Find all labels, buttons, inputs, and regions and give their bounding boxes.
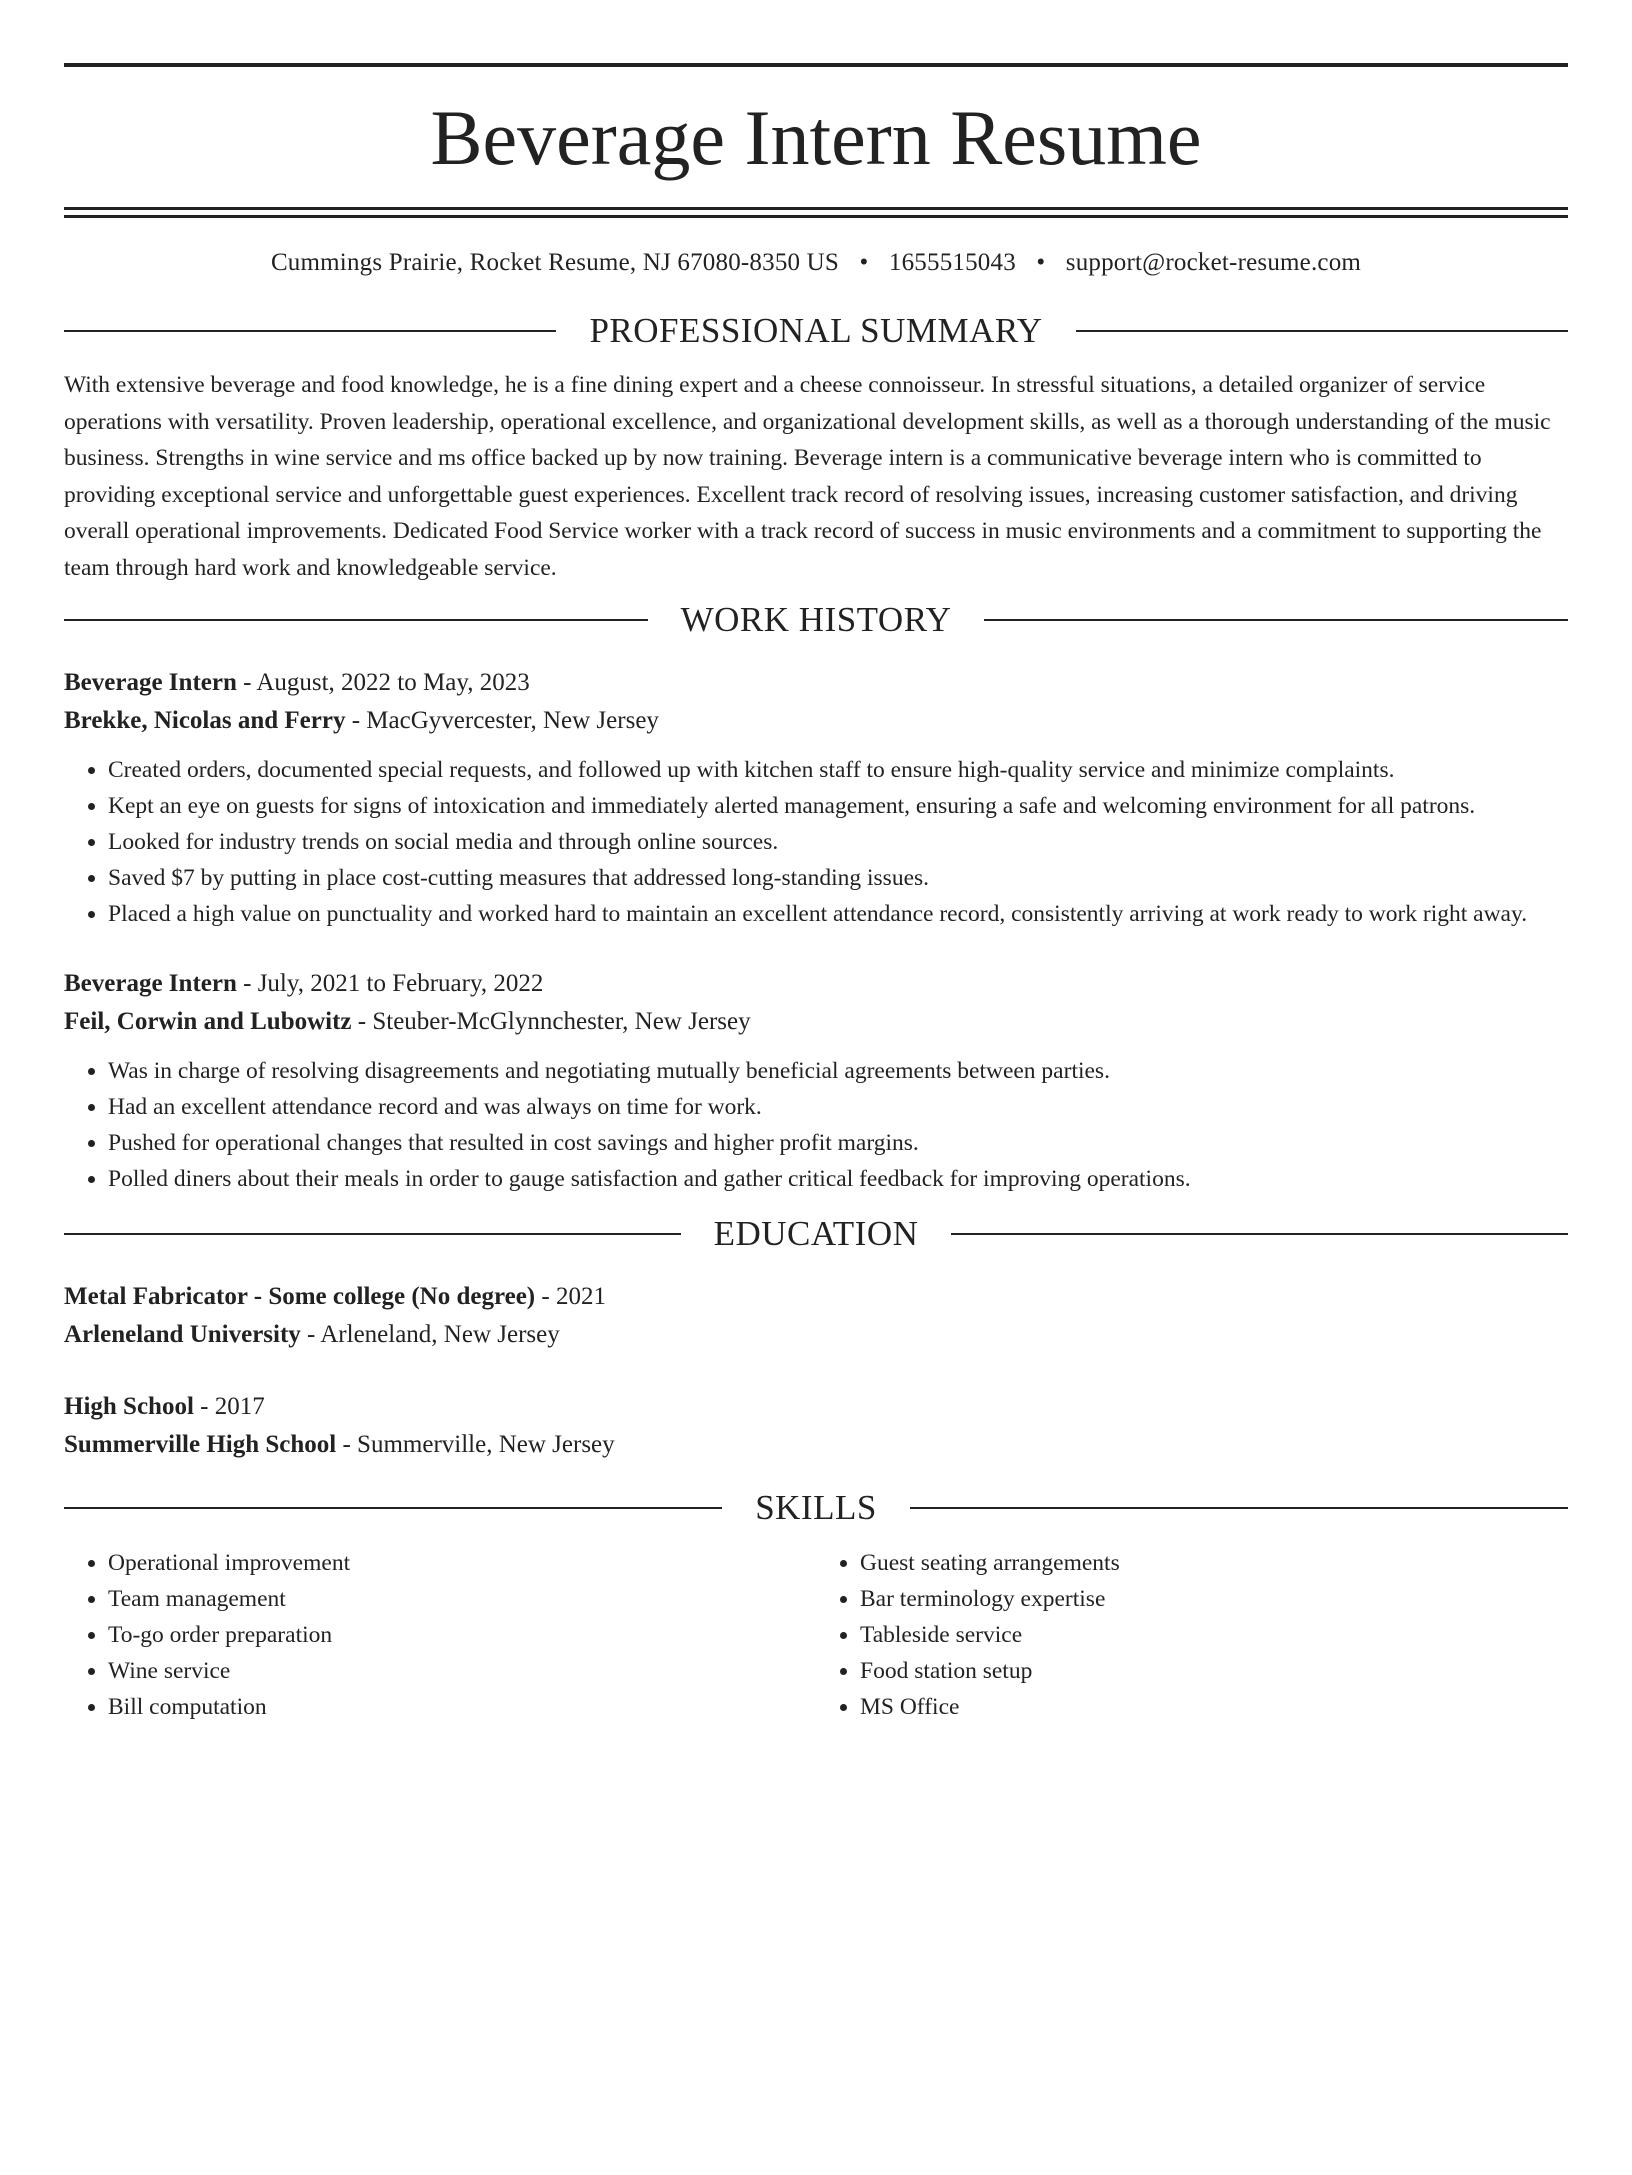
title-double-rule xyxy=(64,207,1568,218)
skills-grid xyxy=(64,1545,1568,1725)
summary-text: With extensive beverage and food knowledge, he is a fine dining expert and a cheese connoisseur. In stressful situations, a detailed organizer of service operations with versatility. Proven leadership, operational excellence, and organizational development skills, as well as a thorough understanding of the music business. Strengths in wine service and ms office backed up by now training. Beverage intern is a communicative beverage intern who is committed to providing exceptional service and unforgettable guest experiences. Excellent track record of resolving issues, increasing customer satisfaction, and driving overall operational improvements. Dedicated Food Service worker with a track record of success in music environments and a commitment to supporting the team through hard work and knowledgeable service. xyxy=(64,372,1551,581)
section-heading-summary xyxy=(64,310,1568,352)
skill-item: • Operational improvement xyxy=(108,1545,816,1581)
job-entry xyxy=(64,965,1568,1197)
section-title: WORK HISTORY xyxy=(680,600,952,639)
job-company-line xyxy=(64,702,1568,740)
job-dates: - July, 2021 to February, 2022 xyxy=(236,970,544,997)
section-title: PROFESSIONAL SUMMARY xyxy=(589,311,1043,350)
job-bullet: • Polled diners about their meals in order to gauge satisfaction and gather critical feedback for improving operations. xyxy=(108,1161,1568,1197)
education-degree-line xyxy=(64,1388,1568,1426)
education-degree: Metal Fabricator - Some college (No degree) xyxy=(64,1283,536,1310)
job-bullet-list xyxy=(64,752,1568,932)
job-bullet-list xyxy=(64,1053,1568,1197)
section-title: EDUCATION xyxy=(713,1214,919,1253)
job-location: - MacGyvercester, New Jersey xyxy=(345,707,659,734)
skill-item: • MS Office xyxy=(860,1689,1568,1725)
section-heading-education xyxy=(64,1213,1568,1255)
job-bullet: • Had an excellent attendance record and was always on time for work. xyxy=(108,1089,1568,1125)
heading-rule xyxy=(64,330,556,332)
job-bullet: • Pushed for operational changes that resulted in cost savings and higher profit margins. xyxy=(108,1125,1568,1161)
education-school-line xyxy=(64,1426,1568,1464)
section-title: SKILLS xyxy=(755,1488,877,1527)
education-location: - Arleneland, New Jersey xyxy=(300,1321,560,1348)
job-entry xyxy=(64,664,1568,932)
education-school-line xyxy=(64,1316,1568,1354)
education-degree: High School xyxy=(64,1393,194,1420)
job-company-line xyxy=(64,1003,1568,1041)
skill-item: • Bill computation xyxy=(108,1689,816,1725)
job-bullet: • Was in charge of resolving disagreements and negotiating mutually beneficial agreements between parties. xyxy=(108,1053,1568,1089)
page-title: Beverage Intern Resume xyxy=(430,94,1202,181)
education-entry xyxy=(64,1278,1568,1354)
skills-column-right xyxy=(816,1545,1568,1725)
education-year: - 2017 xyxy=(193,1393,265,1420)
skill-item: • Guest seating arrangements xyxy=(860,1545,1568,1581)
education-school: Summerville High School xyxy=(64,1431,337,1458)
job-title: Beverage Intern xyxy=(64,970,237,997)
job-dates: - August, 2022 to May, 2023 xyxy=(236,669,530,696)
skill-item: • Wine service xyxy=(108,1653,816,1689)
section-heading-skills xyxy=(64,1487,1568,1529)
education-entry xyxy=(64,1388,1568,1464)
heading-rule xyxy=(984,619,1568,621)
heading-rule xyxy=(64,1233,681,1235)
skill-item: • Team management xyxy=(108,1581,816,1617)
skills-column-left xyxy=(64,1545,816,1725)
heading-rule xyxy=(1076,330,1568,332)
top-rule xyxy=(64,63,1568,67)
education-school: Arleneland University xyxy=(64,1321,301,1348)
skill-item: • Food station setup xyxy=(860,1653,1568,1689)
heading-rule xyxy=(910,1507,1568,1509)
job-bullet: • Kept an eye on guests for signs of intoxication and immediately alerted management, ensuring a safe and welcoming environment for all patrons. xyxy=(108,788,1568,824)
contact-address: Cummings Prairie, Rocket Resume, NJ 67080-8350 US xyxy=(270,249,840,276)
job-bullet: • Saved $7 by putting in place cost-cutting measures that addressed long-standing issues. xyxy=(108,860,1568,896)
job-bullet: • Looked for industry trends on social media and through online sources. xyxy=(108,824,1568,860)
contact-email: support@rocket-resume.com xyxy=(1065,249,1362,276)
job-title-line xyxy=(64,664,1568,702)
job-title: Beverage Intern xyxy=(64,669,237,696)
contact-phone: 1655515043 xyxy=(888,249,1016,276)
job-location: - Steuber-McGlynnchester, New Jersey xyxy=(351,1008,751,1035)
education-year: - 2021 xyxy=(535,1283,606,1310)
contact-separator: • xyxy=(859,249,869,276)
heading-rule xyxy=(64,619,648,621)
education-degree-line xyxy=(64,1278,1568,1316)
job-bullet: • Placed a high value on punctuality and worked hard to maintain an excellent attendance record, consistently arriving at work ready to work right away. xyxy=(108,896,1568,932)
job-company: Feil, Corwin and Lubowitz xyxy=(64,1008,352,1035)
heading-rule xyxy=(64,1507,722,1509)
skill-item: • Bar terminology expertise xyxy=(860,1581,1568,1617)
skill-item: • To-go order preparation xyxy=(108,1617,816,1653)
skill-item: • Tableside service xyxy=(860,1617,1568,1653)
contact-separator: • xyxy=(1036,249,1046,276)
section-heading-work-history xyxy=(64,599,1568,641)
job-title-line xyxy=(64,965,1568,1003)
education-location: - Summerville, New Jersey xyxy=(336,1431,615,1458)
job-bullet: • Created orders, documented special requests, and followed up with kitchen staff to ensure high-quality service and minimize complaints. xyxy=(108,752,1568,788)
contact-line xyxy=(64,246,1568,280)
resume-page xyxy=(0,63,1632,2175)
job-company: Brekke, Nicolas and Ferry xyxy=(64,707,346,734)
heading-rule xyxy=(951,1233,1568,1235)
